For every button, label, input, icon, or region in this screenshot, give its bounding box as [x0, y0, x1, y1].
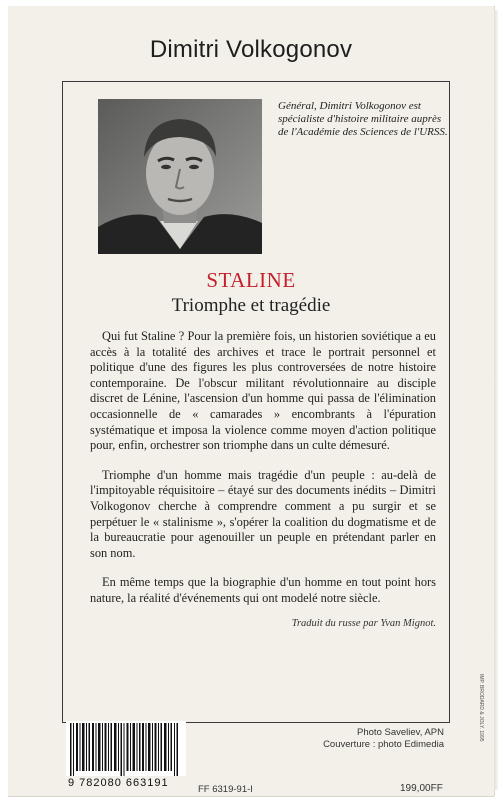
book-subtitle: Triomphe et tragédie: [171, 295, 331, 316]
printer-note: IMP. BRODARD & JOLY. 1995: [478, 674, 484, 742]
translator-credit: Traduit du russe par Yvan Mignot.: [291, 618, 436, 629]
isbn-number: 9 782080 663191: [68, 777, 169, 789]
blurb-paragraph-3: En même temps que la biographie d'un homme en tout point hors nature, la réalité d'événements qui ont modelé notre siècle.: [90, 575, 436, 605]
photo-credits: [258, 727, 444, 751]
page-edge: [494, 10, 498, 790]
book-title: STALINE: [206, 268, 296, 292]
barcode-icon: [66, 721, 186, 776]
author-bio: Général, Dimitri Volkogonov est spécialiste d'histoire militaire auprès de l'Académie des Sciences de l'URSS.: [278, 100, 448, 138]
reference-code: FF 6319-91-I: [198, 784, 253, 795]
blurb: [90, 329, 436, 621]
author-name: Dimitri Volkogonov: [149, 36, 353, 63]
blurb-paragraph-2: Triomphe d'un homme mais tragédie d'un peuple : au-delà de l'impitoyable réquisitoire – étayé sur des documents inédits – Dimitri Volkogonov cherche à comprendre comment a pu surgir et se perpétuer le « stalinisme », s'opérer la coalition du dogmatisme et de la bureaucratie pour agenouiller un peuple en prétendant parler en son nom.: [90, 467, 436, 560]
blurb-paragraph-1: Qui fut Staline ? Pour la première fois, un historien soviétique a eu accès à la totalité des archives et trace le portrait personnel et politique d'une des figures les plus controversées de notre histoire contemporaine. De l'obscur militant révolutionnaire au disciple discret de Lénine, l'ascension d'un homme qui passa de l'élimination occasionnelle de « camarades » encombrants à l'épuration systématique et imposa la violence comme moyen d'action politique pour, enfin, orchestrer son triomphe dans un culte démesuré.: [90, 329, 436, 453]
price: 199,00FF: [400, 783, 443, 794]
book-back-cover: [8, 6, 494, 796]
barcode: [66, 721, 186, 776]
photo-credit: Photo Saveliev, APN: [357, 727, 444, 738]
author-photo: [98, 99, 262, 254]
cover-credit: Couverture : photo Edimedia: [323, 739, 444, 750]
author-portrait-image: [98, 99, 262, 254]
